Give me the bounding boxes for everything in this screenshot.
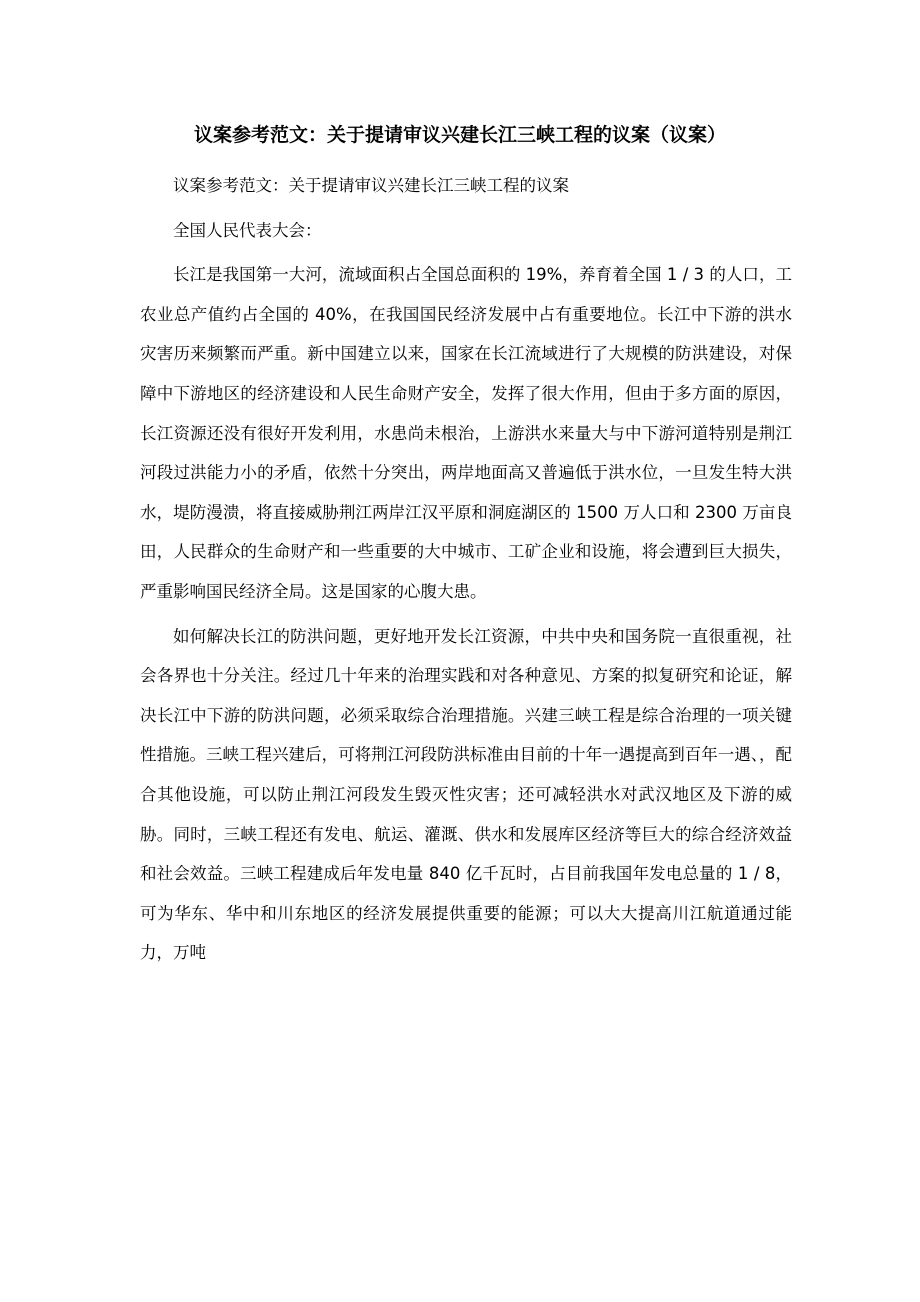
- document-body: [140, 166, 792, 978]
- salutation-paragraph: 全国人民代表大会：: [173, 220, 322, 240]
- body-paragraph: 长江是我国第一大河，流域面积占全国总面积的 19%，养育着全国 1 / 3 的人口，工农业总产值约占全国的 40%，在我国国民经济发展中占有重要地位。长江中下游的洪水灾害历来频繁而严重。新中国建立以来，国家在长江流域进行了大规模的防洪建设，对保障中下游地区的经济建设和人民生命财产安全，发挥了很大作用，但由于多方面的原因，长江资源还没有很好开发利用，水患尚未根治，上游洪水来量大与中下游河道特别是荆江河段过洪能力小的矛盾，依然十分突出，两岸地面高又普遍低于洪水位，一旦发生特大洪水，堤防漫溃，将直接威胁荆江两岸江汉平原和洞庭湖区的 1500 万人口和 2300 万亩良田，人民群众的生命财产和一些重要的大中城市、工矿企业和设施，将会遭到巨大损失，严重影响国民经济全局。这是国家的心腹大患。: [140, 265, 792, 601]
- document-title: 议案参考范文：关于提请审议兴建长江三峡工程的议案（议案）: [193, 124, 726, 146]
- body-paragraph: 如何解决长江的防洪问题，更好地开发长江资源，中共中央和国务院一直很重视，社会各界也十分关注。经过几十年来的治理实践和对各种意见、方案的拟复研究和论证，解决长江中下游的防洪问题，必须采取综合治理措施。兴建三峡工程是综合治理的一项关键性措施。三峡工程兴建后，可将荆江河段防洪标准由目前的十年一遇提高到百年一遇、，配合其他设施，可以防止荆江河段发生毁灭性灾害；还可减轻洪水对武汉地区及下游的威胁。同时，三峡工程还有发电、航运、灌溉、供水和发展库区经济等巨大的综合经济效益和社会效益。三峡工程建成后年发电量 840 亿千瓦时，占目前我国年发电总量的 1 / 8，可为华东、华中和川东地区的经济发展提供重要的能源；可以大大提高川江航道通过能力，万吨: [140, 626, 792, 963]
- subtitle-paragraph: 议案参考范文：关于提请审议兴建长江三峡工程的议案: [173, 176, 569, 195]
